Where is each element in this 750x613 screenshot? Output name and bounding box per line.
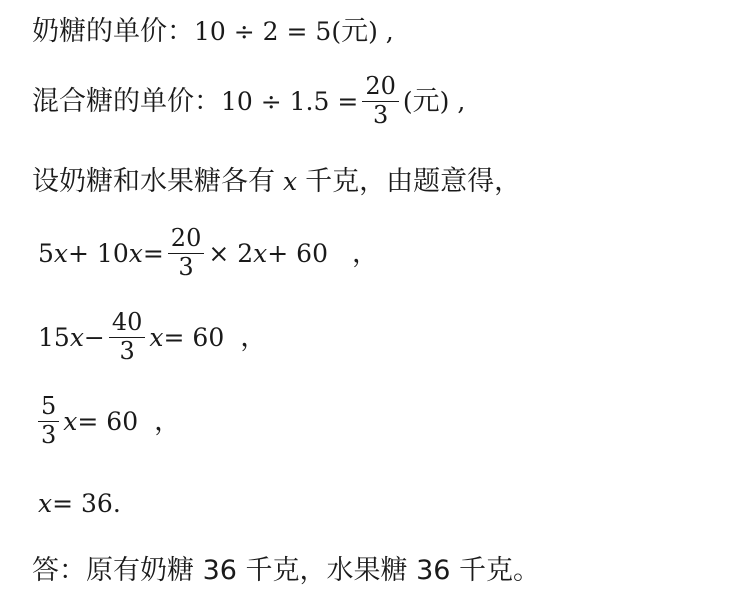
variable-x: x xyxy=(53,238,69,268)
plus-term: + 10 xyxy=(68,238,129,268)
variable-x: x xyxy=(63,406,78,436)
equation-step-3 xyxy=(38,393,181,450)
times-term: × 2 xyxy=(208,238,254,268)
equals-sign: = xyxy=(142,238,164,268)
answer-text: 答：原有奶糖 36 千克，水果糖 36 千克。 xyxy=(32,555,541,586)
variable-x: x xyxy=(149,322,164,352)
answer-line xyxy=(32,557,540,584)
equation-step-1 xyxy=(38,225,379,282)
comma: ， xyxy=(351,237,379,269)
unit-close-paren: ) , xyxy=(368,17,394,46)
equation-solution xyxy=(38,491,121,516)
math-expression: 10 ÷ 1.5 = xyxy=(221,86,359,116)
line-assumption xyxy=(32,168,521,195)
fraction-numerator: 20 xyxy=(170,224,202,252)
variable-x: x xyxy=(128,238,143,268)
math-expression: 10 ÷ 2 = 5 xyxy=(194,17,332,46)
coefficient: 5 xyxy=(38,238,54,268)
unit-open-paren: ( xyxy=(331,17,342,46)
minus-sign: − xyxy=(83,322,105,352)
unit-open-paren: ( xyxy=(402,86,413,116)
fraction-denominator: 3 xyxy=(119,337,135,366)
fraction-numerator: 5 xyxy=(41,392,57,420)
fraction xyxy=(168,225,205,282)
coefficient: 15 xyxy=(38,322,70,352)
variable-x: x xyxy=(283,167,298,196)
fraction xyxy=(362,73,399,130)
equation-step-2 xyxy=(38,309,267,366)
unit-yuan: 元 xyxy=(412,85,440,117)
constant-term: + 60 xyxy=(267,238,328,268)
fraction xyxy=(38,393,59,450)
unit-close-paren: ) , xyxy=(439,86,466,116)
constant-term: = 60 xyxy=(77,406,139,436)
line-milk-candy-unit-price xyxy=(32,18,394,45)
variable-x: x xyxy=(69,322,84,352)
variable-x: x xyxy=(38,489,53,518)
solution-value: = 36. xyxy=(52,489,121,518)
constant-term: = 60 xyxy=(163,322,225,352)
line-mixed-candy-unit-price xyxy=(32,73,465,130)
fraction-denominator: 3 xyxy=(41,421,57,450)
comma: ， xyxy=(154,405,182,437)
fraction-numerator: 20 xyxy=(365,72,396,100)
unit-yuan: 元 xyxy=(341,16,369,47)
assumption-text-end: 千克，由题意得， xyxy=(305,166,522,197)
comma: ， xyxy=(240,321,268,353)
line-label: 奶糖的单价： xyxy=(32,16,194,47)
assumption-text-start: 设奶糖和水果糖各有 xyxy=(32,166,275,197)
fraction-denominator: 3 xyxy=(372,101,389,130)
fraction-denominator: 3 xyxy=(178,253,194,282)
fraction xyxy=(109,309,146,366)
line-label: 混合糖的单价： xyxy=(32,85,221,117)
variable-x: x xyxy=(253,238,268,268)
fraction-numerator: 40 xyxy=(111,308,143,336)
